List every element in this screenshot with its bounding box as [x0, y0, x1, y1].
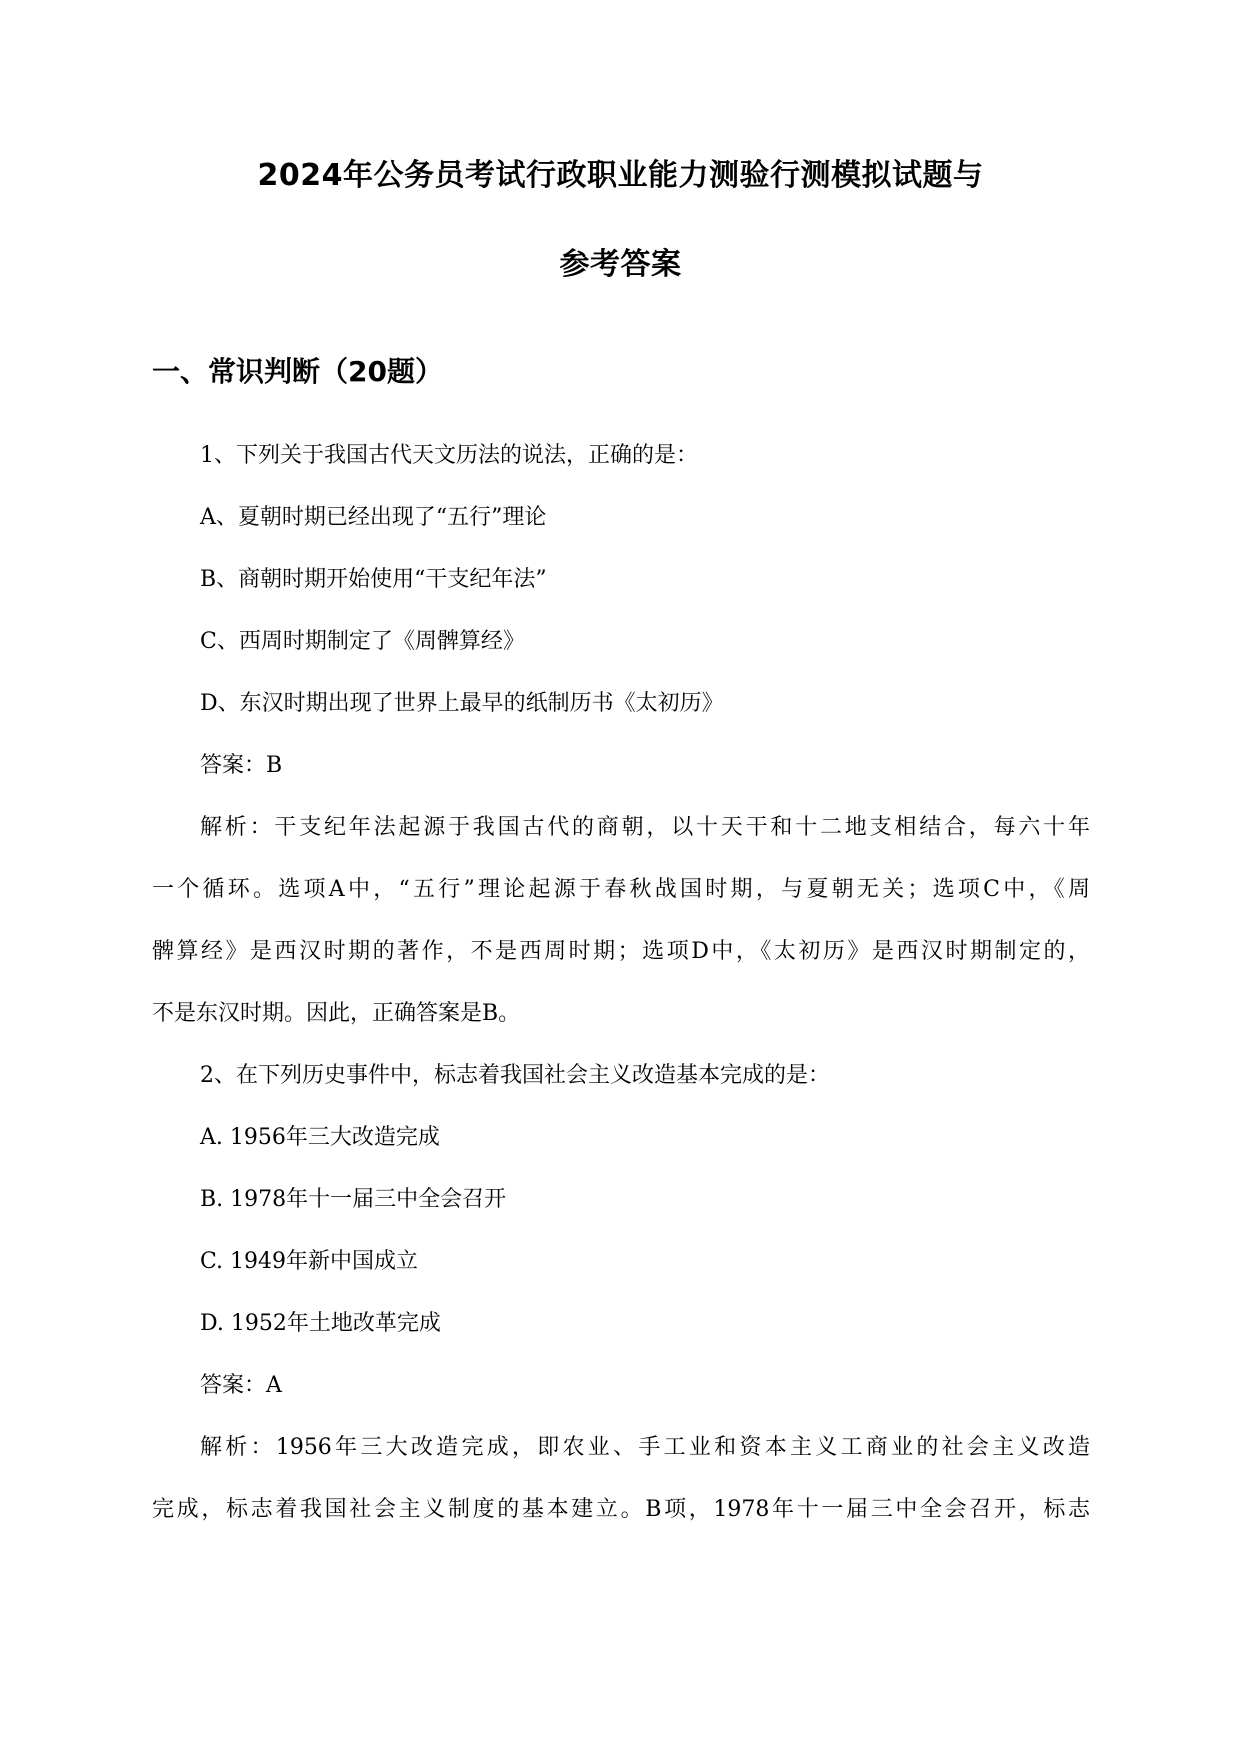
- document-title-line-1: 2024年公务员考试行政职业能力测验行测模拟试题与: [257, 158, 984, 193]
- document-title-line-2: 参考答案: [559, 247, 682, 282]
- question-2-option-c: C. 1949年新中国成立: [200, 1249, 419, 1274]
- question-1-analysis-line-1: 解析：干支纪年法起源于我国古代的商朝，以十天干和十二地支相结合，每六十年: [200, 815, 1090, 840]
- question-1-analysis-line-2: 一个循环。选项A中，“五行”理论起源于春秋战国时期，与夏朝无关；选项C中，《周: [152, 877, 1090, 902]
- question-1-answer: 答案：B: [200, 753, 283, 778]
- question-2-answer: 答案：A: [200, 1373, 282, 1398]
- section-heading: 一、常识判断（20题）: [152, 355, 443, 388]
- question-1-option-d: D、东汉时期出现了世界上最早的纸制历书《太初历》: [200, 691, 724, 716]
- question-2-analysis-line-1: 解析：1956年三大改造完成，即农业、手工业和资本主义工商业的社会主义改造: [200, 1435, 1090, 1460]
- question-1-option-a: A、夏朝时期已经出现了“五行”理论: [200, 505, 547, 530]
- question-1-analysis-line-3: 髀算经》是西汉时期的著作，不是西周时期；选项D中，《太初历》是西汉时期制定的，: [152, 939, 1090, 964]
- question-1-option-b: B、商朝时期开始使用“干支纪年法”: [200, 567, 547, 592]
- question-1-stem: 1、下列关于我国古代天文历法的说法，正确的是：: [200, 443, 698, 468]
- question-2-analysis-line-2: 完成，标志着我国社会主义制度的基本建立。B项，1978年十一届三中全会召开，标志: [152, 1497, 1090, 1522]
- question-2-option-b: B. 1978年十一届三中全会召开: [200, 1187, 507, 1212]
- question-2-option-d: D. 1952年土地改革完成: [200, 1311, 441, 1336]
- question-2-option-a: A. 1956年三大改造完成: [200, 1125, 440, 1150]
- question-1-analysis-line-4: 不是东汉时期。因此，正确答案是B。: [152, 1001, 521, 1026]
- question-2-stem: 2、在下列历史事件中，标志着我国社会主义改造基本完成的是：: [200, 1063, 830, 1088]
- question-1-option-c: C、西周时期制定了《周髀算经》: [200, 629, 525, 654]
